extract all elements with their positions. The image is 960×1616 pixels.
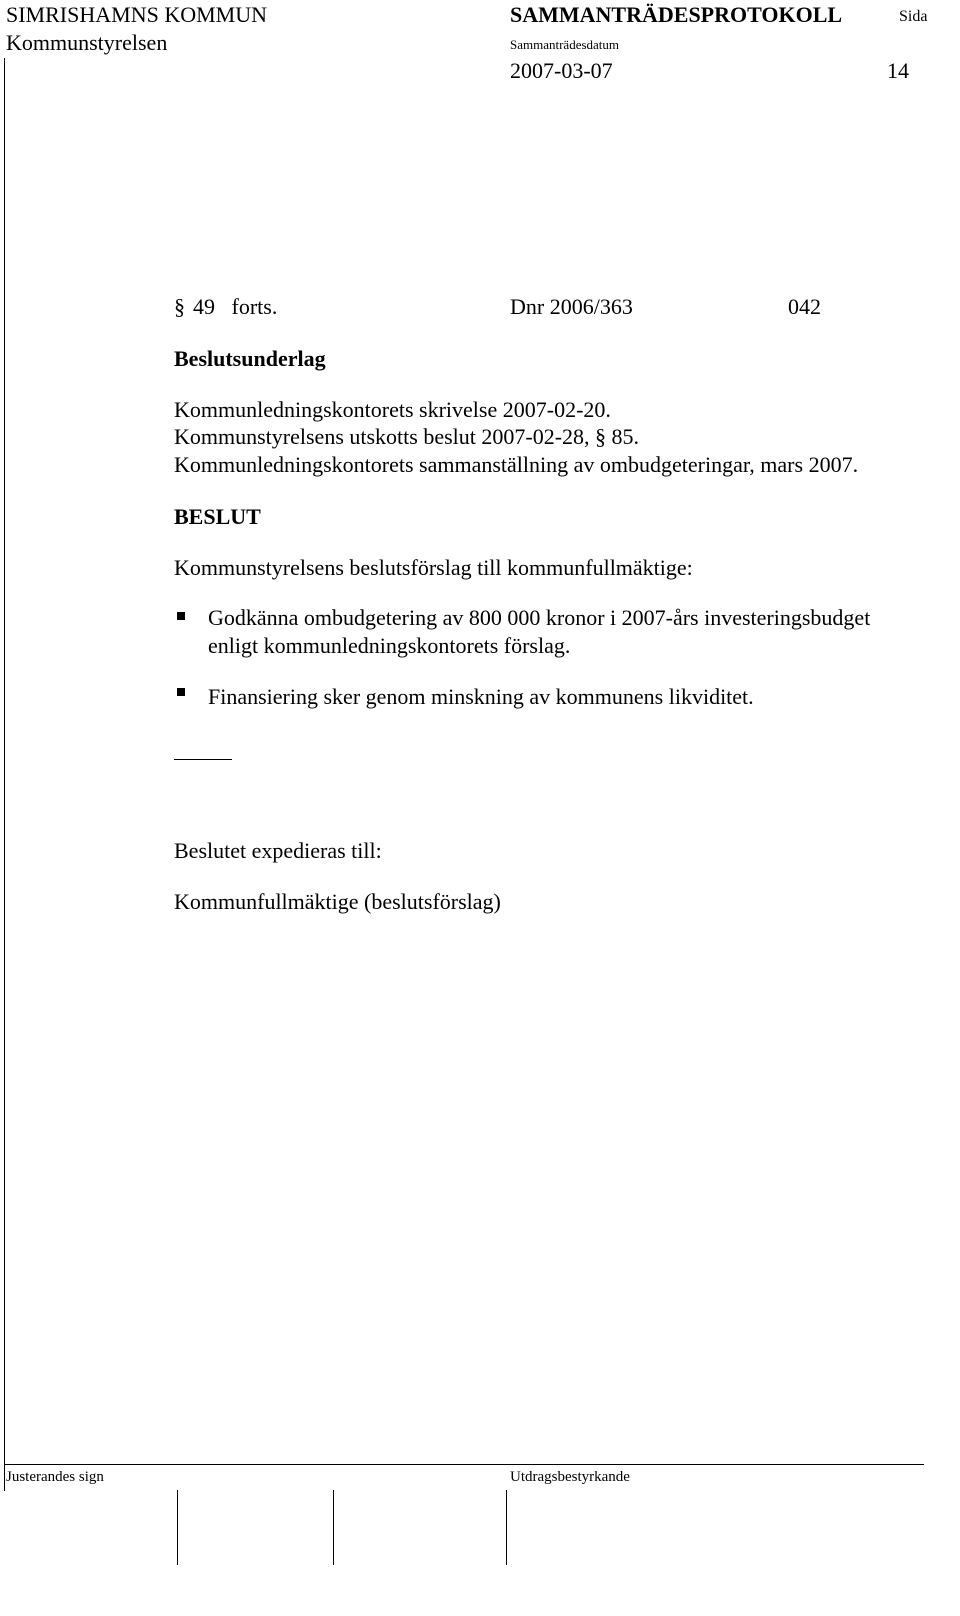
dispatch-label: Beslutet expedieras till: bbox=[174, 838, 382, 863]
basis-heading: Beslutsunderlag bbox=[174, 346, 326, 371]
bullet-item-text: Godkänna ombudgetering av 800 000 kronor i 2007-års investeringsbudget bbox=[208, 605, 871, 630]
document-type: SAMMANTRÄDESPROTOKOLL bbox=[510, 2, 843, 27]
bullet-icon bbox=[177, 688, 185, 696]
page-label: Sida bbox=[899, 8, 928, 25]
proposal-intro: Kommunstyrelsens beslutsförslag till kommunfullmäktige: bbox=[174, 555, 693, 580]
decision-heading: BESLUT bbox=[174, 504, 261, 529]
section-divider bbox=[174, 759, 232, 760]
basis-line: Kommunstyrelsens utskotts beslut 2007-02-28, § 85. bbox=[174, 424, 640, 449]
bullet-item-text: Finansiering sker genom minskning av kommunens likviditet. bbox=[208, 684, 754, 709]
paragraph-reference bbox=[174, 296, 277, 318]
adjuster-sign-label: Justerandes sign bbox=[6, 1469, 104, 1485]
board-name: Kommunstyrelsen bbox=[6, 30, 168, 55]
bullet-item-text-continued: enligt kommunledningskontorets förslag. bbox=[208, 633, 571, 658]
left-margin-line bbox=[4, 58, 5, 1491]
signature-box-divider bbox=[333, 1490, 334, 1565]
dispatch-recipient: Kommunfullmäktige (beslutsförslag) bbox=[174, 889, 501, 914]
archive-code: 042 bbox=[788, 294, 821, 319]
extract-certifier-label: Utdragsbestyrkande bbox=[510, 1469, 630, 1485]
municipality-name: SIMRISHAMNS KOMMUN bbox=[6, 2, 267, 27]
page-number: 14 bbox=[887, 58, 909, 83]
basis-line: Kommunledningskontorets sammanställning av ombudgeteringar, mars 2007. bbox=[174, 452, 859, 477]
footer-rule bbox=[4, 1464, 924, 1465]
diary-number: Dnr 2006/363 bbox=[510, 294, 633, 319]
paragraph-number: 49 forts. bbox=[193, 294, 278, 319]
basis-line: Kommunledningskontorets skrivelse 2007-02-20. bbox=[174, 397, 611, 422]
meeting-date: 2007-03-07 bbox=[510, 58, 613, 83]
section-sign: § bbox=[174, 294, 185, 319]
meeting-date-label: Sammanträdesdatum bbox=[510, 37, 620, 52]
signature-box-divider bbox=[506, 1490, 507, 1565]
bullet-icon bbox=[177, 612, 185, 620]
signature-box-divider bbox=[177, 1490, 178, 1565]
